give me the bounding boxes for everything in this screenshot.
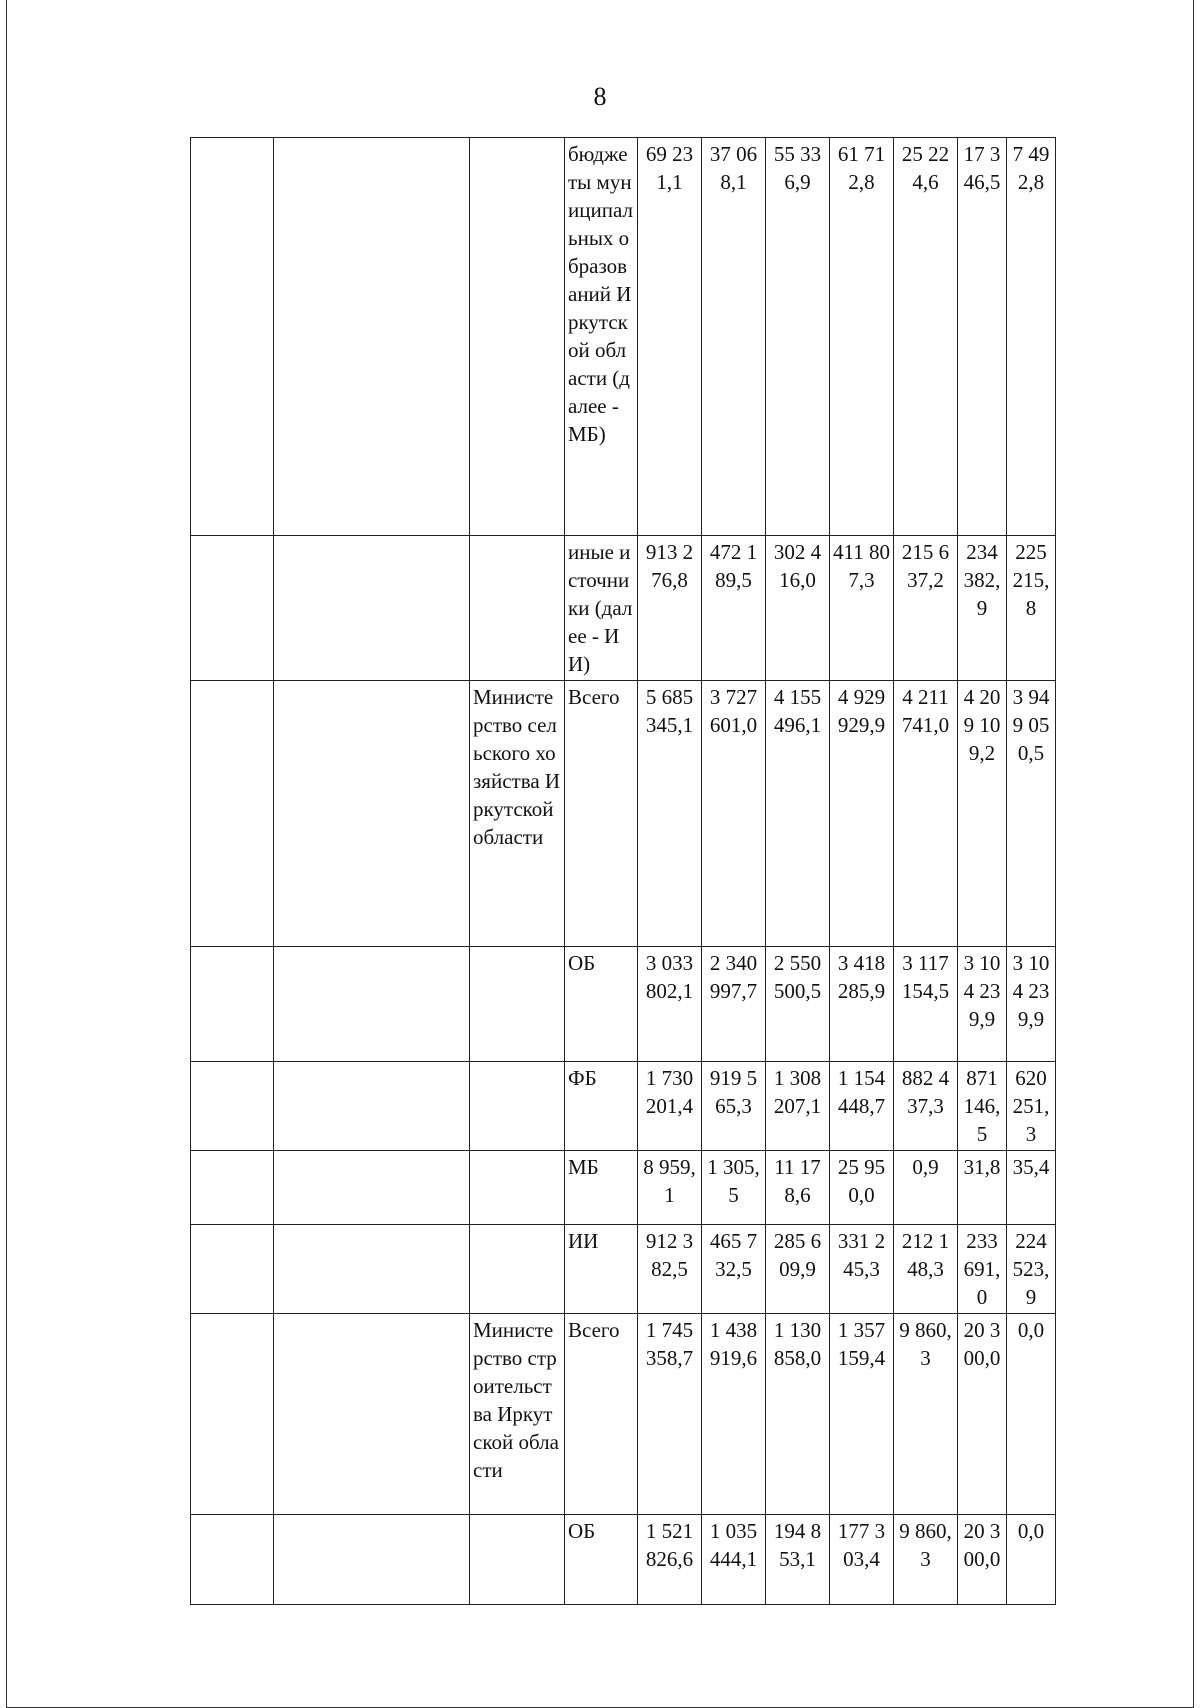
amount-cell: 3 418 285,9 bbox=[830, 947, 894, 1062]
amount-cell: 0,0 bbox=[1007, 1314, 1056, 1515]
amount-cell: 913 276,8 bbox=[638, 536, 702, 681]
funding-source-cell: ФБ bbox=[565, 1062, 638, 1151]
amount-cell: 212 148,3 bbox=[894, 1225, 958, 1314]
empty-cell-name bbox=[274, 1225, 470, 1314]
funding-source-cell: Всего bbox=[565, 1314, 638, 1515]
amount-cell: 4 155 496,1 bbox=[766, 681, 830, 947]
empty-cell-name bbox=[274, 138, 470, 536]
empty-cell-name bbox=[274, 1151, 470, 1225]
amount-cell: 1 357 159,4 bbox=[830, 1314, 894, 1515]
amount-cell: 31,8 bbox=[958, 1151, 1007, 1225]
amount-cell: 331 245,3 bbox=[830, 1225, 894, 1314]
amount-cell: 25 224,6 bbox=[894, 138, 958, 536]
empty-cell-name bbox=[274, 536, 470, 681]
amount-cell: 1 035 444,1 bbox=[702, 1515, 766, 1605]
amount-cell: 55 336,9 bbox=[766, 138, 830, 536]
funding-source-cell: иные источники (далее - ИИ) bbox=[565, 536, 638, 681]
empty-cell-number bbox=[191, 1314, 274, 1515]
executor-cell: Министерство сельского хозяйства Иркутской области bbox=[470, 681, 565, 947]
amount-cell: 3 949 050,5 bbox=[1007, 681, 1056, 947]
amount-cell: 17 346,5 bbox=[958, 138, 1007, 536]
amount-cell: 4 211 741,0 bbox=[894, 681, 958, 947]
amount-cell: 1 308 207,1 bbox=[766, 1062, 830, 1151]
funding-source-cell: ИИ bbox=[565, 1225, 638, 1314]
amount-cell: 411 807,3 bbox=[830, 536, 894, 681]
amount-cell: 233 691,0 bbox=[958, 1225, 1007, 1314]
amount-cell: 11 178,6 bbox=[766, 1151, 830, 1225]
amount-cell: 20 300,0 bbox=[958, 1515, 1007, 1605]
amount-cell: 1 154 448,7 bbox=[830, 1062, 894, 1151]
executor-cell bbox=[470, 1225, 565, 1314]
amount-cell: 35,4 bbox=[1007, 1151, 1056, 1225]
executor-cell bbox=[470, 1151, 565, 1225]
amount-cell: 882 437,3 bbox=[894, 1062, 958, 1151]
amount-cell: 0,9 bbox=[894, 1151, 958, 1225]
empty-cell-number bbox=[191, 1151, 274, 1225]
empty-cell-number bbox=[191, 681, 274, 947]
table-row bbox=[191, 681, 1056, 947]
page-number: 8 bbox=[593, 82, 607, 111]
amount-cell: 234 382,9 bbox=[958, 536, 1007, 681]
amount-cell: 4 929 929,9 bbox=[830, 681, 894, 947]
amount-cell: 620 251,3 bbox=[1007, 1062, 1056, 1151]
amount-cell: 194 853,1 bbox=[766, 1515, 830, 1605]
amount-cell: 20 300,0 bbox=[958, 1314, 1007, 1515]
executor-cell bbox=[470, 1515, 565, 1605]
amount-cell: 8 959,1 bbox=[638, 1151, 702, 1225]
table-row bbox=[191, 947, 1056, 1062]
empty-cell-number bbox=[191, 947, 274, 1062]
executor-cell bbox=[470, 947, 565, 1062]
amount-cell: 3 117 154,5 bbox=[894, 947, 958, 1062]
empty-cell-name bbox=[274, 1062, 470, 1151]
amount-cell: 1 730 201,4 bbox=[638, 1062, 702, 1151]
amount-cell: 4 209 109,2 bbox=[958, 681, 1007, 947]
amount-cell: 302 416,0 bbox=[766, 536, 830, 681]
amount-cell: 7 492,8 bbox=[1007, 138, 1056, 536]
empty-cell-number bbox=[191, 1515, 274, 1605]
amount-cell: 3 727 601,0 bbox=[702, 681, 766, 947]
amount-cell: 224 523,9 bbox=[1007, 1225, 1056, 1314]
amount-cell: 1 521 826,6 bbox=[638, 1515, 702, 1605]
empty-cell-name bbox=[274, 947, 470, 1062]
amount-cell: 871 146,5 bbox=[958, 1062, 1007, 1151]
funding-source-cell: МБ bbox=[565, 1151, 638, 1225]
funding-source-cell: Всего bbox=[565, 681, 638, 947]
empty-cell-number bbox=[191, 1225, 274, 1314]
amount-cell: 472 189,5 bbox=[702, 536, 766, 681]
amount-cell: 25 950,0 bbox=[830, 1151, 894, 1225]
table-row bbox=[191, 1151, 1056, 1225]
amount-cell: 69 231,1 bbox=[638, 138, 702, 536]
table-row bbox=[191, 1225, 1056, 1314]
amount-cell: 225 215,8 bbox=[1007, 536, 1056, 681]
executor-cell bbox=[470, 138, 565, 536]
amount-cell: 919 565,3 bbox=[702, 1062, 766, 1151]
empty-cell-number bbox=[191, 138, 274, 536]
table-row bbox=[191, 1314, 1056, 1515]
empty-cell-name bbox=[274, 681, 470, 947]
amount-cell: 5 685 345,1 bbox=[638, 681, 702, 947]
amount-cell: 1 305,5 bbox=[702, 1151, 766, 1225]
empty-cell-number bbox=[191, 536, 274, 681]
empty-cell-name bbox=[274, 1314, 470, 1515]
funding-source-cell: ОБ bbox=[565, 947, 638, 1062]
table-row bbox=[191, 536, 1056, 681]
amount-cell: 9 860,3 bbox=[894, 1515, 958, 1605]
amount-cell: 1 438 919,6 bbox=[702, 1314, 766, 1515]
amount-cell: 3 104 239,9 bbox=[958, 947, 1007, 1062]
amount-cell: 465 732,5 bbox=[702, 1225, 766, 1314]
amount-cell: 177 303,4 bbox=[830, 1515, 894, 1605]
amount-cell: 285 609,9 bbox=[766, 1225, 830, 1314]
table-row bbox=[191, 1515, 1056, 1605]
empty-cell-number bbox=[191, 1062, 274, 1151]
table-body bbox=[191, 138, 1056, 1605]
executor-cell bbox=[470, 1062, 565, 1151]
executor-cell: Министерство строительства Иркутской области bbox=[470, 1314, 565, 1515]
amount-cell: 9 860,3 bbox=[894, 1314, 958, 1515]
empty-cell-name bbox=[274, 1515, 470, 1605]
amount-cell: 3 033 802,1 bbox=[638, 947, 702, 1062]
amount-cell: 1 745 358,7 bbox=[638, 1314, 702, 1515]
amount-cell: 1 130 858,0 bbox=[766, 1314, 830, 1515]
amount-cell: 61 712,8 bbox=[830, 138, 894, 536]
amount-cell: 3 104 239,9 bbox=[1007, 947, 1056, 1062]
amount-cell: 912 382,5 bbox=[638, 1225, 702, 1314]
budget-table bbox=[190, 137, 1056, 1605]
amount-cell: 2 340 997,7 bbox=[702, 947, 766, 1062]
executor-cell bbox=[470, 536, 565, 681]
table-row bbox=[191, 1062, 1056, 1151]
amount-cell: 2 550 500,5 bbox=[766, 947, 830, 1062]
funding-source-cell: бюджеты муниципальных образований Иркутской области (далее - МБ) bbox=[565, 138, 638, 536]
funding-source-cell: ОБ bbox=[565, 1515, 638, 1605]
amount-cell: 37 068,1 bbox=[702, 138, 766, 536]
amount-cell: 215 637,2 bbox=[894, 536, 958, 681]
table-row bbox=[191, 138, 1056, 536]
amount-cell: 0,0 bbox=[1007, 1515, 1056, 1605]
